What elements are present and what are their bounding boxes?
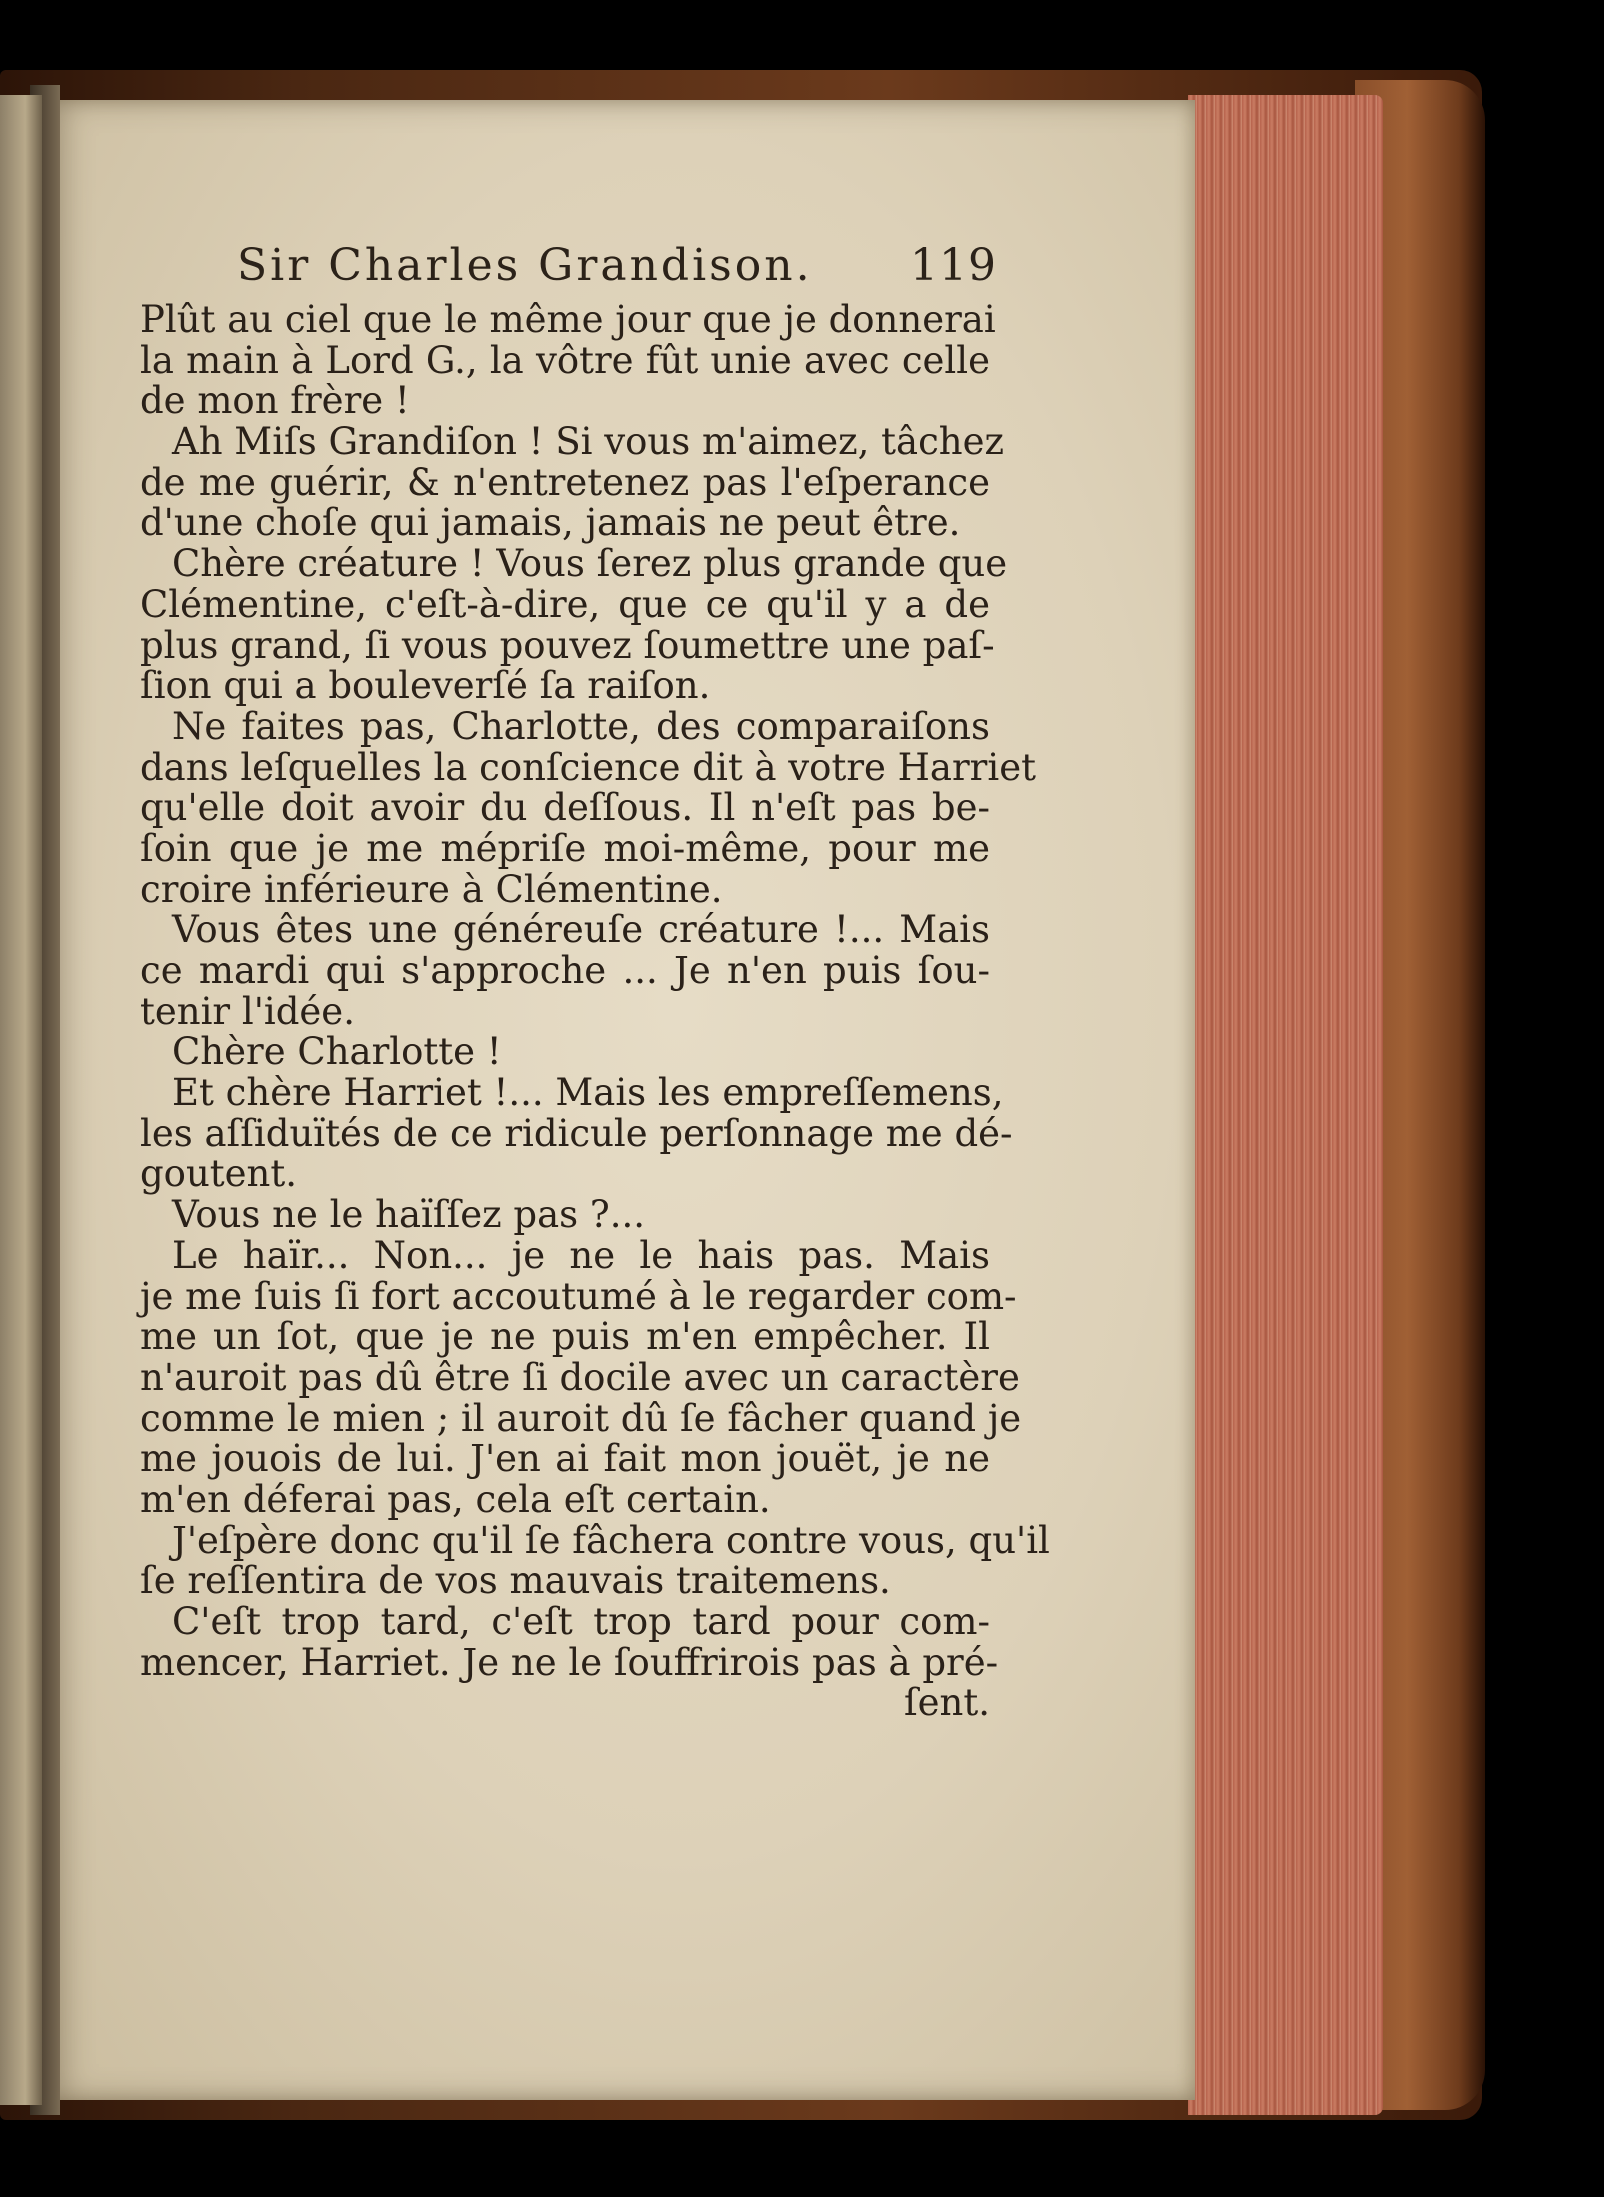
text-line: ſion qui a bouleverſé ſa raiſon. [140, 664, 711, 708]
page-number: 119 [910, 240, 997, 291]
page-text [140, 298, 1050, 1725]
text-line: ſent. [903, 1681, 990, 1725]
previous-page-edge [0, 95, 42, 2105]
text-line: Clémentine, c'eſt-à-dire, que ce qu'il y a de [140, 582, 990, 626]
text-line: ſoin que je me mépriſe moi-même, pour me [140, 826, 990, 870]
text-line: J'eſpère donc qu'il ſe fâchera contre vous, qu'il [172, 1518, 1050, 1562]
text-line: Ah Miſs Grandiſon ! Si vous m'aimez, tâchez [172, 420, 1005, 464]
text-line: Vous êtes une généreuſe créature !... Mais [172, 908, 990, 952]
text-line: d'une choſe qui jamais, jamais ne peut être. [140, 501, 961, 545]
text-line: les aſſiduïtés de ce ridicule perſonnage me dé- [140, 1111, 1013, 1155]
running-title: Sir Charles Grandison. [237, 240, 813, 291]
text-line: Et chère Harriet !... Mais les empreſſemens, [172, 1071, 1004, 1115]
text-line: tenir l'idée. [140, 989, 355, 1033]
text-line: dans leſquelles la conſcience dit à votre Harriet [140, 745, 1036, 789]
text-line: n'auroit pas dû être ſi docile avec un caractère [140, 1355, 1020, 1399]
text-line: comme le mien ; il auroit dû ſe fâcher quand je [140, 1396, 1022, 1440]
text-line: mencer, Harriet. Je ne le ſouffrirois pas à pré- [140, 1640, 999, 1684]
text-line: ce mardi qui s'approche ... Je n'en puis ſou- [140, 949, 990, 992]
text-line: C'eſt trop tard, c'eſt trop tard pour com- [172, 1600, 990, 1643]
running-header [237, 240, 997, 300]
text-line: goutent. [140, 1152, 298, 1196]
text-line: me un ſot, que je ne puis m'en empêcher. Il [140, 1315, 990, 1359]
text-line: plus grand, ſi vous pouvez ſoumettre une paſ- [140, 623, 995, 667]
text-line: de mon frère ! [140, 379, 410, 423]
text-line: je me ſuis ſi fort accoutumé à le regarder com- [140, 1274, 1017, 1318]
text-line: de me guérir, & n'entretenez pas l'eſperance [140, 460, 990, 504]
text-line: Chère Charlotte ! [172, 1030, 502, 1074]
text-line: Le haïr... Non... je ne le hais pas. Mais [172, 1233, 990, 1277]
text-line: qu'elle doit avoir du deſſous. Il n'eſt pas be- [140, 786, 990, 830]
text-line: Chère créature ! Vous ſerez plus grande que [172, 542, 1008, 586]
text-line: Vous ne le haïſſez pas ?... [172, 1193, 646, 1237]
page-edges [1188, 95, 1383, 2115]
text-line: me jouois de lui. J'en ai fait mon jouët, je ne [140, 1437, 990, 1481]
text-line: ſe reſſentira de vos mauvais traitemens. [140, 1559, 891, 1603]
text-line: m'en déferai pas, cela eſt certain. [140, 1477, 771, 1521]
text-line: la main à Lord G., la vôtre fût unie avec celle [140, 338, 990, 382]
text-line: croire inférieure à Clémentine. [140, 867, 723, 911]
text-line: Ne faites pas, Charlotte, des comparaiſons [172, 704, 990, 748]
text-line: Plût au ciel que le même jour que je donnerai [140, 298, 996, 341]
